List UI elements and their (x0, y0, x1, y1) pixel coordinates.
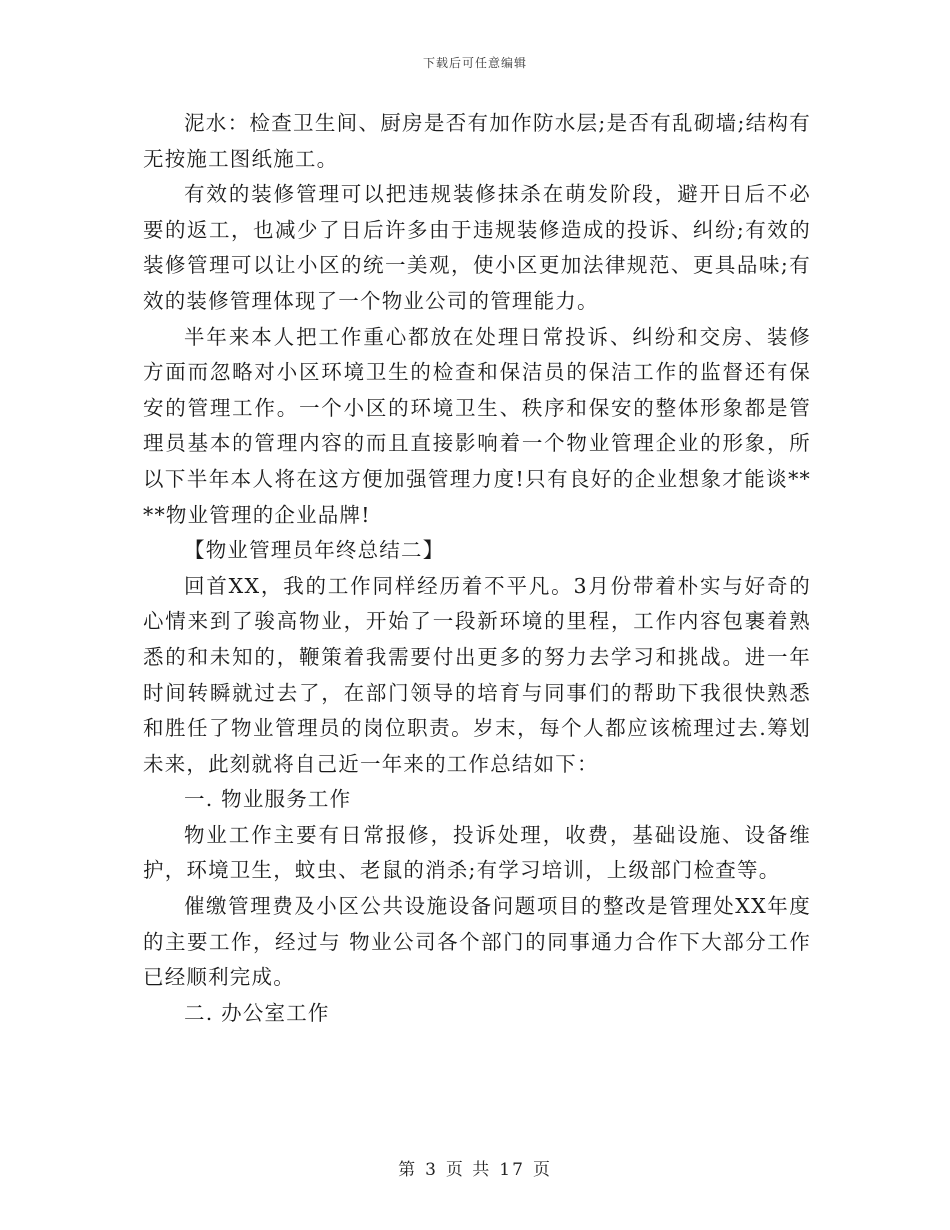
page-header-note: 下载后可任意编辑 (422, 56, 527, 70)
paragraph-half-year-review: 半年来本人把工作重心都放在处理日常投诉、纠纷和交房、装修方面而忽略对小区环境卫生的检查和保洁员的保洁工作的监督还有保安的管理工作。一个小区的环境卫生、秩序和保安的整体形象都是管理员基本的管理内容的而且直接影响着一个物业管理企业的形象，所以下半年本人将在这方便加强管理力度!只有良好的企业想象才能谈****物业管理的企业品牌! (143, 324, 811, 527)
document-body (143, 106, 811, 1031)
footer-page-number: 3 (425, 1160, 438, 1180)
section-title-summary-two: 【物业管理员年终总结二】 (184, 538, 445, 563)
footer-mid: 页 共 (445, 1160, 492, 1180)
paragraph-effective-management: 有效的装修管理可以把违规装修抹杀在萌发阶段，避开日后不必要的返工，也减少了日后许多由于违规装修造成的投诉、纠纷;有效的装修管理可以让小区的统一美观，使小区更加法律规范、更具品味;有效的装修管理体现了一个物业公司的管理能力。 (143, 182, 811, 313)
paragraph-property-work: 物业工作主要有日常报修，投诉处理，收费，基础设施、设备维护，环境卫生，蚊虫、老鼠的消杀;有学习培训，上级部门检查等。 (143, 822, 811, 883)
paragraph-fee-collection: 催缴管理费及小区公共设施设备问题项目的整改是管理处XX年度的主要工作，经过与 物业公司各个部门的同事通力合作下大部分工作已经顺利完成。 (143, 894, 811, 990)
section-heading-office-work: 二. 办公室工作 (184, 1000, 330, 1025)
paragraph-look-back: 回首XX，我的工作同样经历着不平凡。3月份带着朴实与好奇的心情来到了骏高物业，开始了一段新环境的里程，工作内容包裹着熟悉的和未知的，鞭策着我需要付出更多的努力去学习和挑战。进一年时间转瞬就过去了，在部门领导的培育与同事们的帮助下我很快熟悉和胜任了物业管理员的岗位职责。岁末，每个人都应该梳理过去.筹划未来，此刻就将自己近一年来的工作总结如下： (143, 573, 811, 776)
paragraph-plaster-check: 泥水：检查卫生间、厨房是否有加作防水层;是否有乱砌墙;结构有无按施工图纸施工。 (143, 111, 811, 171)
footer-total-pages: 17 (499, 1160, 525, 1180)
section-heading-property-service: 一. 物业服务工作 (184, 787, 352, 812)
footer-prefix: 第 (398, 1160, 418, 1180)
footer-suffix: 页 (532, 1160, 552, 1180)
page-footer (0, 1155, 950, 1180)
